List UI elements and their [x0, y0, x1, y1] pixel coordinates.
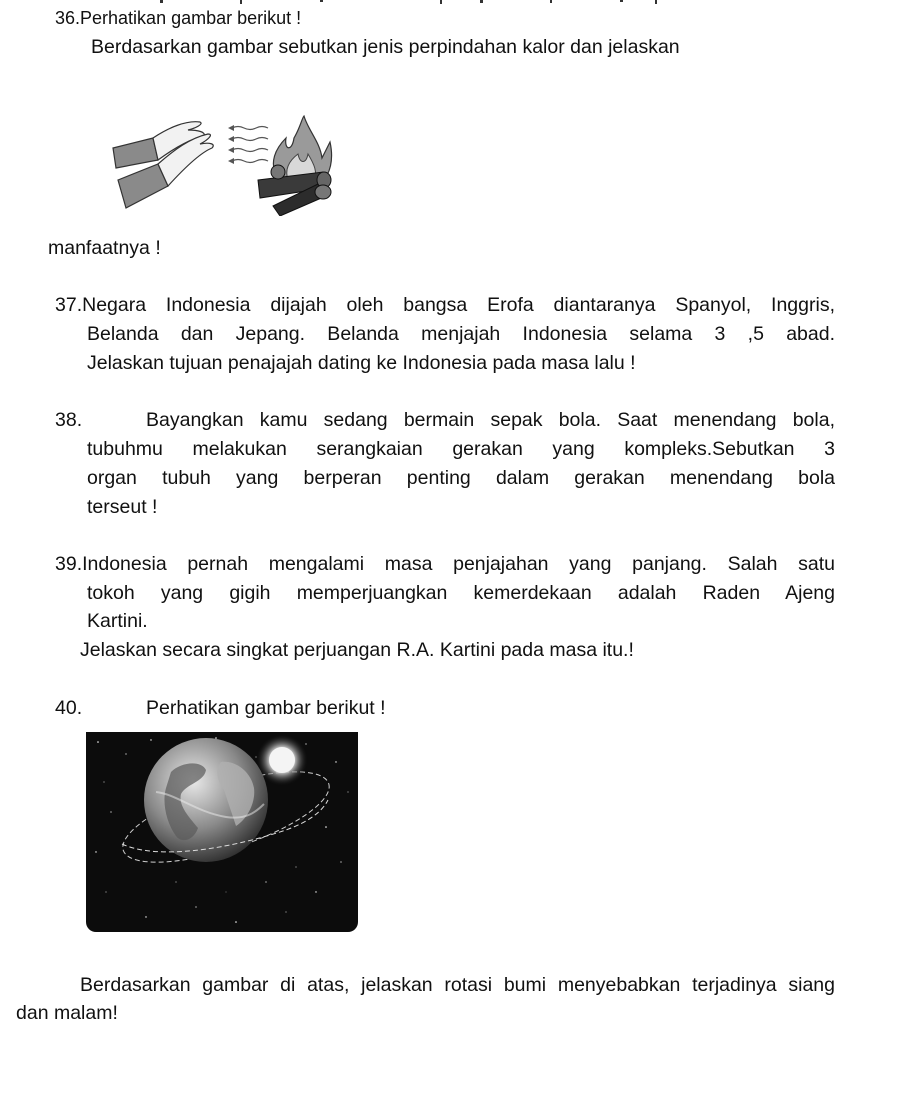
- q37-text-line2: Belanda dan Jepang. Belanda menjajah Indonesia selama 3 ,5 abad.: [87, 323, 835, 345]
- sun-core: [269, 747, 295, 773]
- q36-title: 36.Perhatikan gambar berikut !: [55, 8, 302, 28]
- q40-number: 40.: [55, 697, 83, 719]
- q39-text-line3: Kartini.: [87, 610, 148, 632]
- q38-text-line3: organ tubuh yang berperan penting dalam gerakan menendang bola: [87, 467, 835, 489]
- q38-number: 38.: [55, 409, 83, 431]
- q40-text-line2: dan malam!: [16, 1002, 118, 1024]
- q39-text-line4: Jelaskan secara singkat perjuangan R.A. Kartini pada masa itu.!: [80, 639, 634, 661]
- hands-near-campfire-illustration: [108, 108, 338, 216]
- q37-text-line3: Jelaskan tujuan penajajah dating ke Indonesia pada masa lalu !: [87, 352, 636, 374]
- q38-text-line2: tubuhmu melakukan serangkaian gerakan yang kompleks.Sebutkan 3: [87, 438, 835, 460]
- earth-sun-orbit-illustration: [86, 732, 358, 932]
- q39-text-line2: tokoh yang gigih memperjuangkan kemerdekaan adalah Raden Ajeng: [87, 582, 835, 604]
- q38-text-line4: terseut !: [87, 496, 158, 518]
- q40-title: Perhatikan gambar berikut !: [146, 697, 386, 719]
- q37-text-line1: 37.Negara Indonesia dijajah oleh bangsa Erofa diantaranya Spanyol, Inggris,: [55, 294, 835, 316]
- q39-text-line1: 39.Indonesia pernah mengalami masa penjajahan yang panjang. Salah satu: [55, 553, 835, 575]
- q36-text-line1: Berdasarkan gambar sebutkan jenis perpindahan kalor dan jelaskan: [91, 36, 680, 58]
- q36-text-line2: manfaatnya !: [48, 237, 161, 259]
- q38-text-line1: Bayangkan kamu sedang bermain sepak bola. Saat menendang bola,: [146, 409, 835, 431]
- q40-text-line1: Berdasarkan gambar di atas, jelaskan rotasi bumi menyebabkan terjadinya siang: [80, 974, 835, 996]
- earth-orbit-svg: [86, 732, 358, 932]
